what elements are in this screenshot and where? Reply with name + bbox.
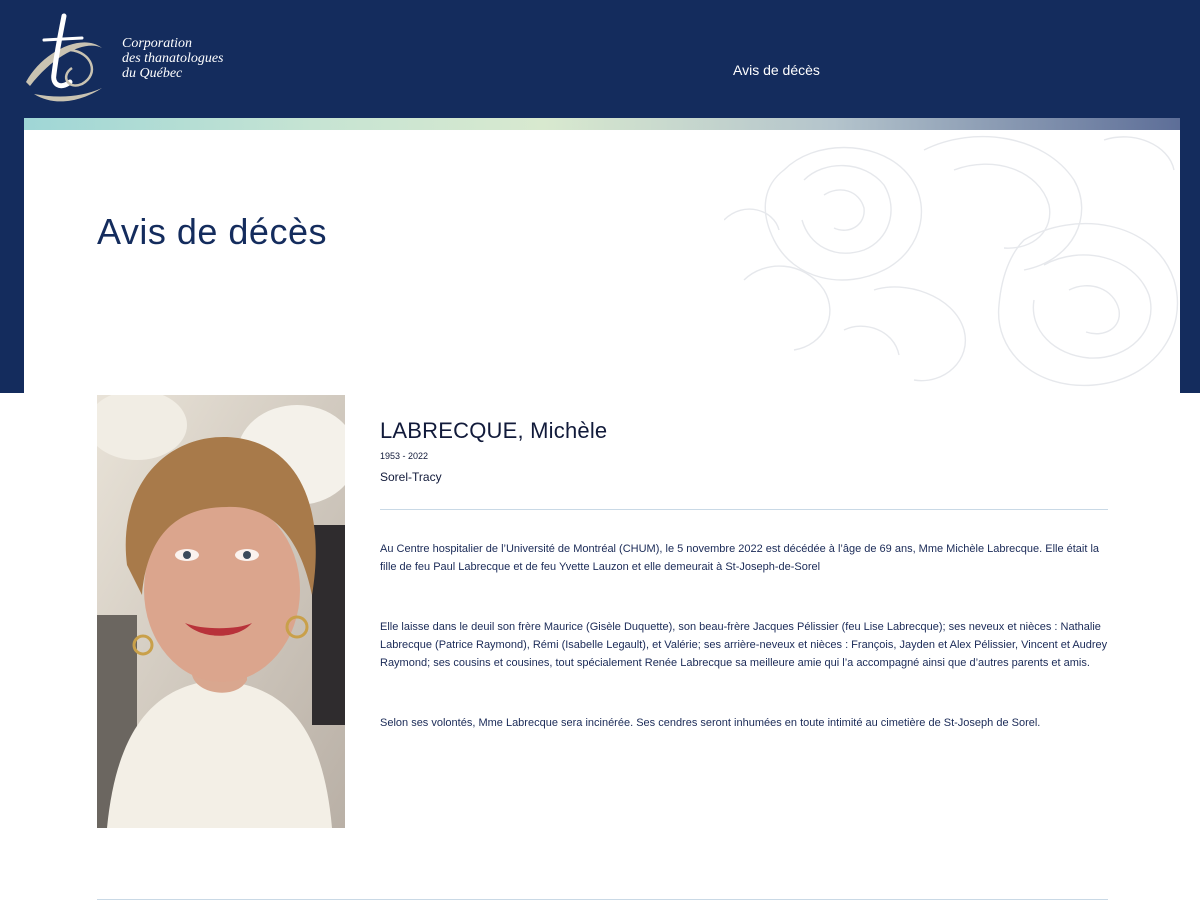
logo-line-1: Corporation	[122, 36, 193, 51]
life-dates: 1953 - 2022	[380, 451, 429, 461]
floral-background-icon	[724, 130, 1180, 393]
section-divider	[380, 509, 1108, 510]
nav-avis-de-deces[interactable]: Avis de décès	[733, 62, 820, 78]
deceased-photo	[97, 395, 345, 828]
obituary-paragraph-2: Elle laisse dans le deuil son frère Maurice (Gisèle Duquette), son beau-frère Jacques Pélissier (feu Lise Labrecque); ses neveux et nièces : Nathalie Labrecque (Patrice Raymond), Rémi (Isabelle Legault), et Valérie; ses arrière-neveux et nièces : François, Jayden et Alex Pélissier, Vincent et Audrey Raymond; ses cousins et cousines, tout spécialement Renée Labrecque sa meilleure amie qui l’a accompagné ainsi que d’autres parents et amis.	[380, 621, 1108, 669]
site-logo-link[interactable]	[22, 12, 232, 102]
page-title: Avis de décès	[97, 211, 327, 252]
logo-wordmark	[122, 36, 224, 81]
gradient-accent-bar	[24, 118, 1180, 130]
logo-line-3: du Québec	[122, 66, 183, 81]
ctq-logo-icon	[22, 12, 106, 102]
site-header	[0, 0, 1200, 118]
deceased-name: LABRECQUE, Michèle	[380, 418, 608, 443]
city-label: Sorel-Tracy	[380, 470, 442, 484]
obituary-paragraph-3: Selon ses volontés, Mme Labrecque sera incinérée. Ses cendres seront inhumées en toute intimité au cimetière de St-Joseph de Sorel.	[380, 717, 1041, 729]
logo-line-2: des thanatologues	[122, 51, 224, 66]
portrait-image	[97, 395, 345, 828]
bottom-divider	[97, 899, 1108, 900]
obituary-content	[380, 418, 1108, 732]
hero-banner	[24, 118, 1180, 393]
obituary-paragraph-1: Au Centre hospitalier de l’Université de Montréal (CHUM), le 5 novembre 2022 est décédée à l’âge de 69 ans, Mme Michèle Labrecque. Elle était la fille de feu Paul Labrecque et de feu Yvette Lauzon et elle demeurait à St-Joseph-de-Sorel	[380, 543, 1100, 573]
